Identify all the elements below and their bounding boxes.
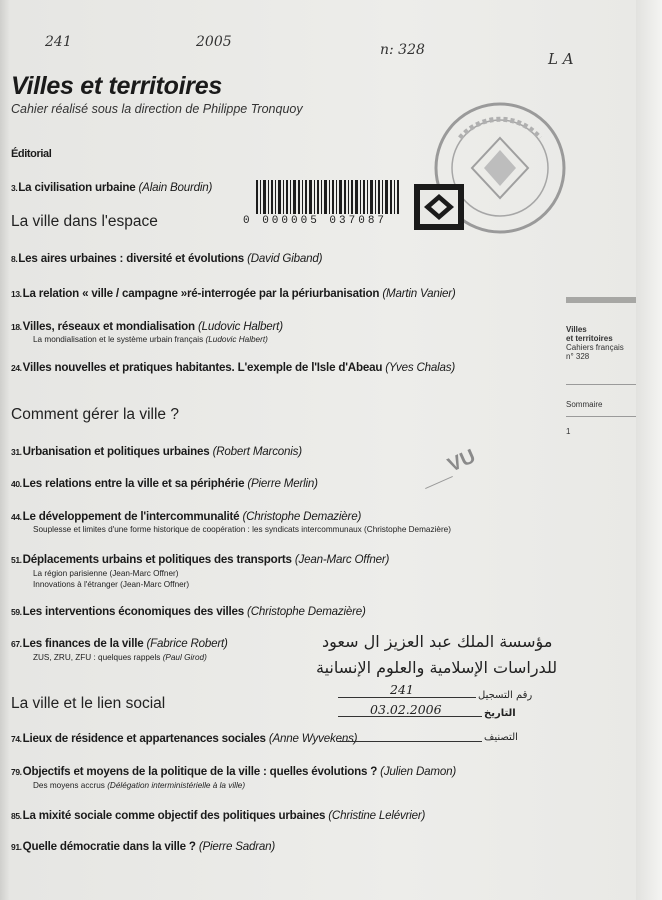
toc-entry: 31.Urbanisation et politiques urbaines (Robert Marconis) <box>11 445 302 458</box>
stamp-reg-value: 241 <box>390 682 414 697</box>
toc-subentry: La mondialisation et le système urbain français (Ludovic Halbert) <box>33 335 268 344</box>
toc-entry: 79.Objectifs et moyens de la politique de la ville : quelles évolutions ? (Julien Damon) <box>11 765 456 778</box>
toc-entry: 44.Le développement de l'intercommunalité (Christophe Demazière) <box>11 510 362 523</box>
section-gerer-ville: Comment gérer la ville ? <box>11 406 179 423</box>
toc-entry: 8.Les aires urbaines : diversité et évolutions (David Giband) <box>11 252 323 265</box>
sidebar-sommaire: Sommaire <box>566 400 603 409</box>
sidebar-title: Villes <box>566 325 587 334</box>
toc-subentry: ZUS, ZRU, ZFU : quelques rappels (Paul Girod) <box>33 653 207 662</box>
editorial-label: Éditorial <box>11 148 52 160</box>
stamp-institution-subtitle: للدراسات الإسلامية والعلوم الإنسانية <box>316 658 558 677</box>
stamp-date-label: التاريخ <box>484 708 516 719</box>
handwritten-year: 2005 <box>196 34 232 50</box>
page-title: Villes et territoires <box>11 72 222 100</box>
sidebar-page-number: 1 <box>566 427 571 436</box>
toc-entry: 74.Lieux de résidence et appartenances sociales (Anne Wyvekens) <box>11 732 358 745</box>
stamp-note-label: التصنيف <box>484 732 518 743</box>
sidebar-issue: n° 328 <box>566 352 590 361</box>
sidebar-title-2: et territoires <box>566 334 613 343</box>
sidebar-divider <box>566 384 636 385</box>
toc-entry: 51.Déplacements urbains et politiques des transports (Jean-Marc Offner) <box>11 553 390 566</box>
toc-entry: 59.Les interventions économiques des villes (Christophe Demazière) <box>11 605 366 618</box>
toc-subentry: Souplesse et limites d'une forme historique de coopération : les syndicats intercommunaux (Christophe Demazière) <box>33 525 451 534</box>
toc-subentry: Des moyens accrus (Délégation interministérielle à la ville) <box>33 781 246 790</box>
section-ville-espace: La ville dans l'espace <box>11 213 158 230</box>
sidebar-rule <box>566 297 636 303</box>
stamp-reg-label: رقم التسجيل <box>478 690 533 701</box>
sidebar-divider-2 <box>566 416 636 417</box>
toc-entry: 67.Les finances de la ville (Fabrice Robert) <box>11 637 228 650</box>
barcode-number: 0 000005 037087 <box>243 215 388 227</box>
publisher-logo-icon <box>414 184 464 230</box>
stamp-note-line <box>338 741 482 742</box>
page-spine <box>636 0 662 900</box>
toc-entry: 13.La relation « ville / campagne »ré-interrogée par la périurbanisation (Martin Vanier) <box>11 287 456 300</box>
page-subtitle: Cahier réalisé sous la direction de Philippe Tronquoy <box>11 102 303 116</box>
handwritten-number: n: 328 <box>380 42 425 58</box>
toc-subentry: La région parisienne (Jean-Marc Offner) <box>33 569 179 578</box>
section-lien-social: La ville et le lien social <box>11 695 166 712</box>
stamp-institution-name: مؤسسة الملك عبد العزيز ال سعود <box>322 632 553 651</box>
stamp-date-value: 03.02.2006 <box>370 702 442 717</box>
stamp-reg-line <box>338 697 476 698</box>
toc-entry: 24.Villes nouvelles et pratiques habitantes. L'exemple de l'Isle d'Abeau (Yves Chalas) <box>11 361 456 374</box>
handwritten-note-241: 241 <box>45 34 72 50</box>
toc-entry: 85.La mixité sociale comme objectif des politiques urbaines (Christine Lelévrier) <box>11 809 426 822</box>
toc-entry: 18.Villes, réseaux et mondialisation (Ludovic Halbert) <box>11 320 283 333</box>
vu-stamp: VU <box>444 445 479 477</box>
toc-entry: 40.Les relations entre la ville et sa périphérie (Pierre Merlin) <box>11 477 318 490</box>
toc-entry: 91.Quelle démocratie dans la ville ? (Pierre Sadran) <box>11 840 276 853</box>
toc-subentry: Innovations à l'étranger (Jean-Marc Offner) <box>33 580 190 589</box>
sidebar-series: Cahiers français <box>566 343 624 352</box>
toc-entry: 3.La civilisation urbaine (Alain Bourdin) <box>11 181 213 194</box>
handwritten-note-right: L A <box>548 50 574 68</box>
